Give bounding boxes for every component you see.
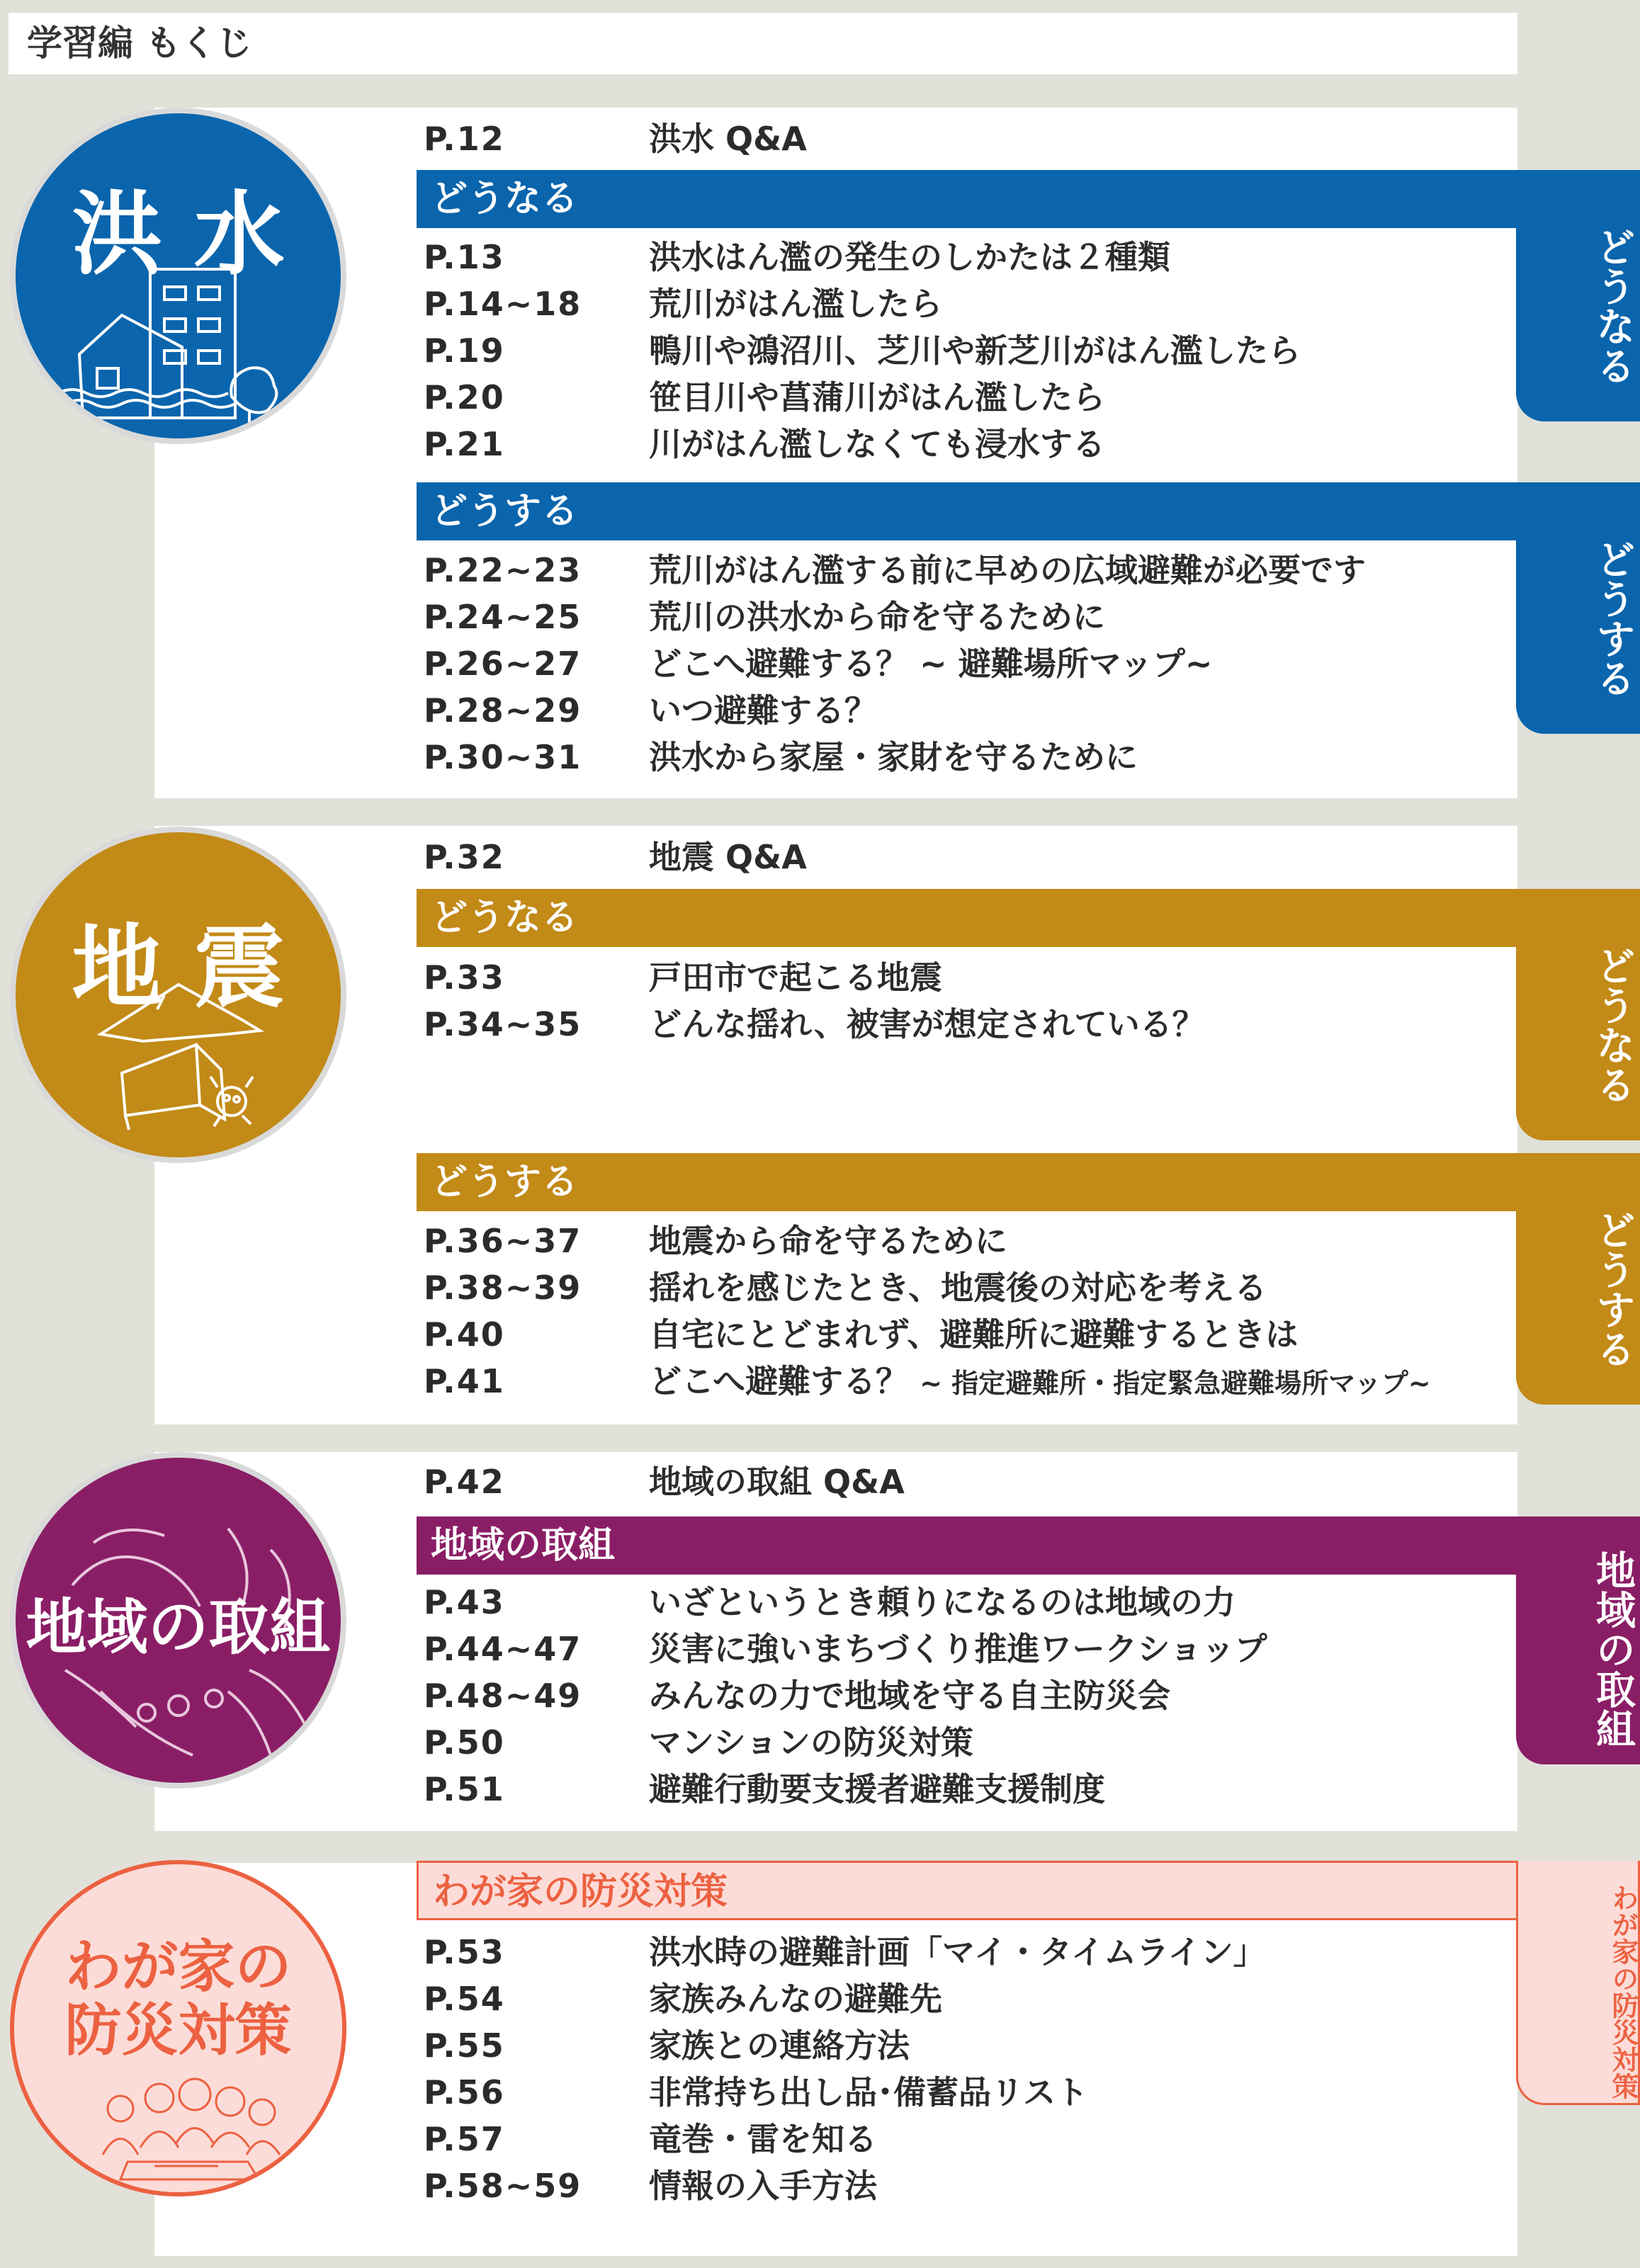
earthquake-circle: [10, 827, 346, 1163]
earthquake-dousuru-tab[interactable]: どうする: [1516, 1153, 1640, 1405]
page-number: P.12: [424, 120, 505, 158]
page-title: 学習編 もくじ: [27, 23, 252, 64]
community-circle: [10, 1452, 346, 1788]
page-number: P.20: [424, 378, 505, 416]
section-title: 荒川がはん濫する前に早めの広域避難が必要です: [649, 551, 1366, 589]
section-title: 荒川の洪水から命を守るために: [649, 598, 1105, 636]
page-number: P.26~27: [424, 645, 582, 683]
earthquake-dounaru-tab[interactable]: どうなる: [1516, 889, 1640, 1140]
page-number: P.42: [424, 1463, 505, 1501]
page-number: P.34~35: [424, 1005, 582, 1043]
family-circle-title: わが家の 防災対策: [64, 1934, 292, 2064]
page-number: P.50: [424, 1723, 505, 1762]
section-title: 揺れを感じたとき、地震後の対応を考える: [649, 1269, 1267, 1307]
community-tab[interactable]: 地域の取組: [1516, 1516, 1640, 1764]
page-number: P.36~37: [424, 1222, 582, 1260]
page-number: P.40: [424, 1315, 505, 1354]
page-number: P.32: [424, 838, 505, 876]
page-number: P.44~47: [424, 1630, 582, 1668]
page-number: P.28~29: [424, 691, 582, 730]
section-title: みんなの力で地域を守る自主防災会: [649, 1677, 1170, 1715]
section-title: 鴨川や鴻沼川、芝川や新芝川がはん濫したら: [649, 331, 1301, 370]
section-title: 洪水 Q&A: [649, 120, 807, 158]
page-number: P.13: [424, 238, 505, 276]
section-subtitle: ~ 指定避難所・指定緊急避難場所マップ~: [920, 1368, 1431, 1399]
section-title: 笹目川や菖蒲川がはん濫したら: [649, 378, 1105, 416]
section-title: 荒川がはん濫したら: [649, 285, 942, 323]
section-title: 戸田市で起こる地震: [649, 958, 942, 997]
section-title: どこへ避難する？ ~ 避難場所マップ~: [649, 645, 1213, 683]
section-title: 川がはん濫しなくても浸水する: [649, 425, 1105, 463]
page-number: P.14~18: [424, 285, 582, 323]
section-title: 家族みんなの避難先: [649, 1980, 942, 2018]
flood-dounaru-header: どうなる: [417, 170, 1517, 228]
page-number: P.55: [424, 2026, 505, 2065]
flood-circle: [10, 108, 346, 444]
flood-dousuru-header: どうする: [417, 482, 1517, 540]
page-number: P.43: [424, 1583, 505, 1621]
section-title: 非常持ち出し品･備蓄品リスト: [649, 2073, 1089, 2111]
earthquake-circle-title: 地 震: [72, 915, 285, 1021]
page-number: P.19: [424, 331, 505, 370]
page-number: P.41: [424, 1362, 505, 1400]
section-title: 情報の入手方法: [649, 2167, 877, 2205]
section-title: どんな揺れ、被害が想定されている？: [649, 1005, 1205, 1043]
page-header: [9, 13, 1517, 74]
community-circle-title: 地域の取組: [26, 1592, 331, 1663]
page-number: P.58~59: [424, 2167, 582, 2205]
section-title: 竜巻・雷を知る: [649, 2120, 877, 2158]
flood-dousuru-tab[interactable]: どうする: [1516, 482, 1640, 734]
section-title: 家族との連絡方法: [649, 2026, 910, 2065]
family-tab[interactable]: わが家の防災対策: [1516, 1861, 1640, 2105]
section-title: いざというとき頼りになるのは地域の力: [649, 1583, 1235, 1621]
section-title: 地震 Q&A: [649, 838, 807, 876]
section-title: どこへ避難する？ ~ 指定避難所・指定緊急避難場所マップ~: [649, 1362, 1431, 1400]
page-number: P.24~25: [424, 598, 582, 636]
page-number: P.57: [424, 2120, 505, 2158]
page-number: P.38~39: [424, 1269, 582, 1307]
page-number: P.30~31: [424, 738, 582, 776]
family-header: わが家の防災対策: [417, 1861, 1517, 1920]
family-circle: [10, 1860, 346, 2196]
flood-dounaru-tab[interactable]: どうなる: [1516, 170, 1640, 421]
section-title: 災害に強いまちづくり推進ワークショップ: [649, 1630, 1267, 1668]
page-number: P.54: [424, 1980, 505, 2018]
section-title: 自宅にとどまれず、避難所に避難するときは: [649, 1315, 1299, 1354]
section-title: 洪水時の避難計画「マイ・タイムライン」: [649, 1933, 1266, 1971]
page-number: P.56: [424, 2073, 505, 2111]
page-number: P.22~23: [424, 551, 582, 589]
section-title: いつ避難する？: [649, 691, 877, 730]
community-header: 地域の取組: [417, 1516, 1517, 1575]
section-title: 洪水はん濫の発生のしかたは２種類: [649, 238, 1170, 276]
page-number: P.21: [424, 425, 505, 463]
flood-circle-title: 洪 水: [72, 182, 285, 288]
earthquake-dousuru-header: どうする: [417, 1153, 1517, 1211]
page-number: P.51: [424, 1770, 505, 1808]
section-title: 洪水から家屋・家財を守るために: [649, 738, 1138, 776]
page-number: P.48~49: [424, 1677, 582, 1715]
section-title: 地域の取組 Q&A: [649, 1463, 905, 1501]
earthquake-dounaru-header: どうなる: [417, 889, 1517, 947]
section-title: マンションの防災対策: [649, 1723, 973, 1762]
page-number: P.33: [424, 958, 505, 997]
section-title: 避難行動要支援者避難支援制度: [649, 1770, 1105, 1808]
page-number: P.53: [424, 1933, 505, 1971]
section-title: 地震から命を守るために: [649, 1222, 1007, 1260]
